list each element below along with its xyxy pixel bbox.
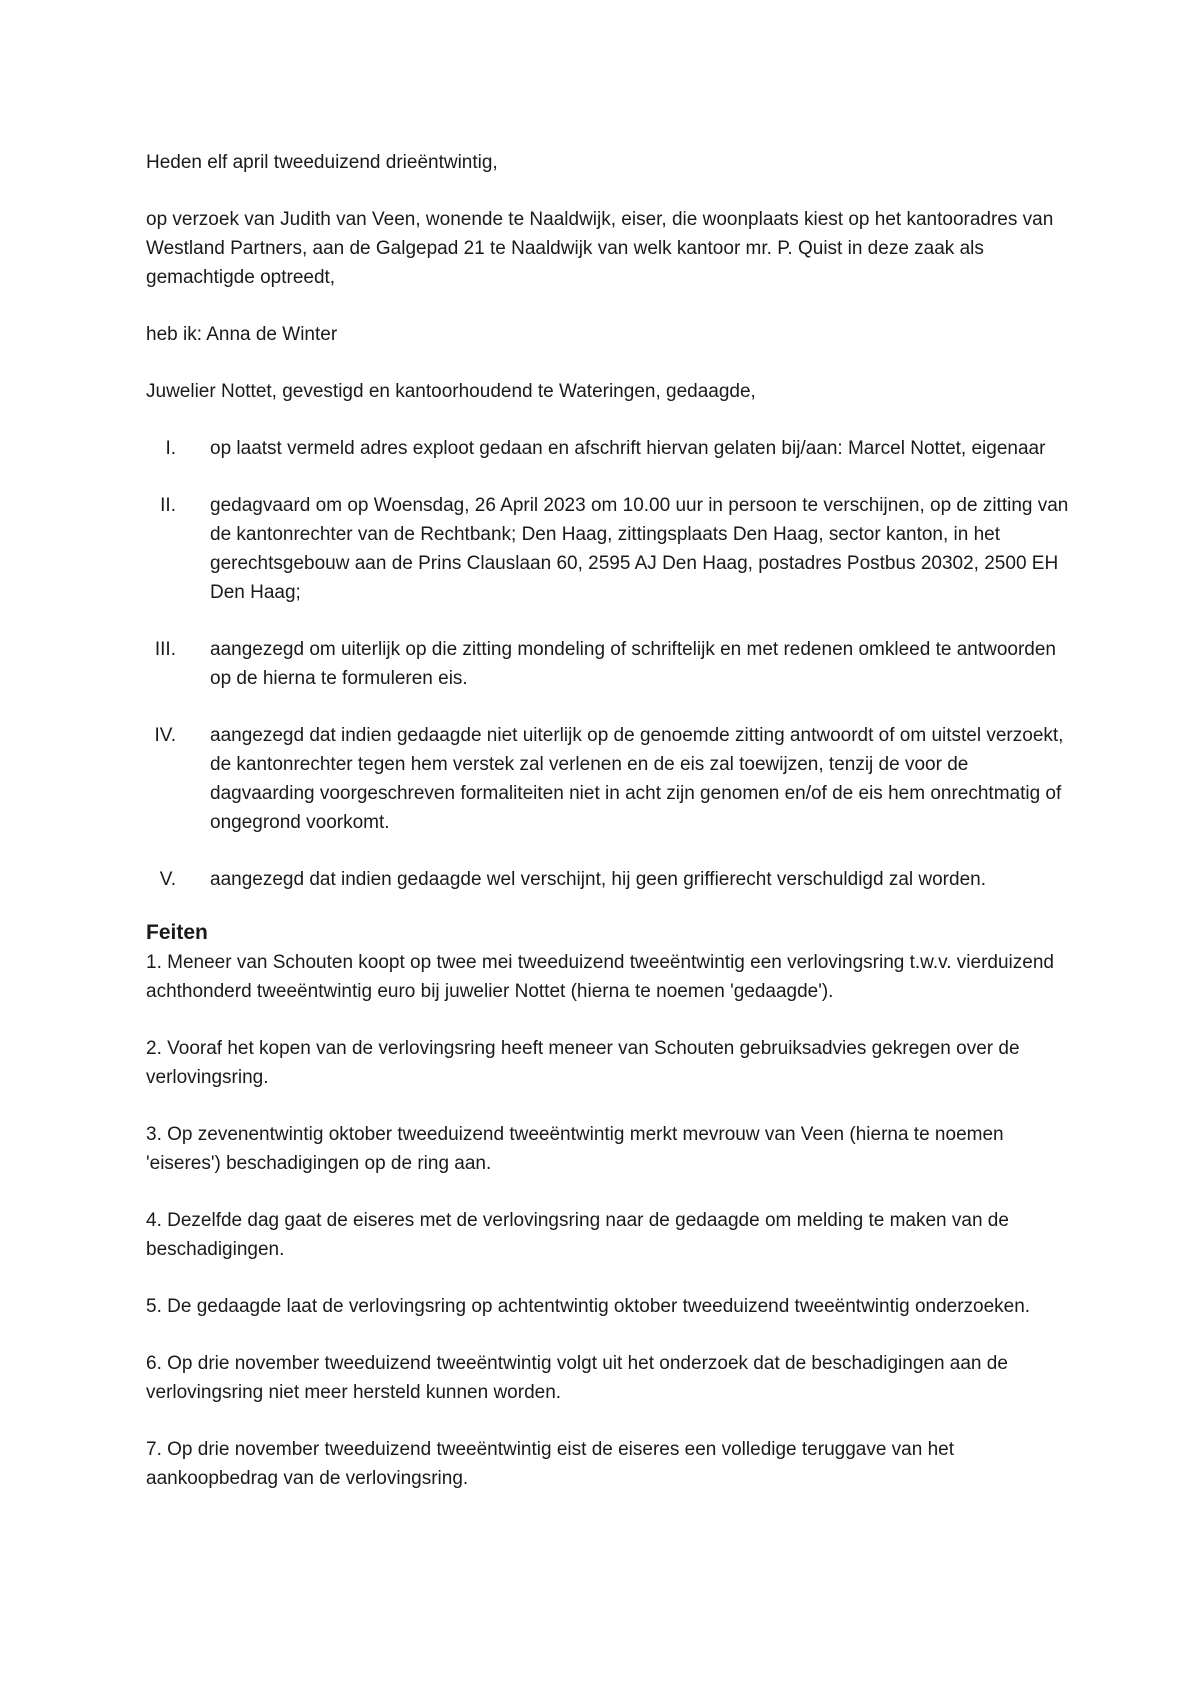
list-item-number: V. [159,869,176,890]
list-item-number: III. [154,639,176,660]
defendant-line: Juwelier Nottet, gevestigd en kantoorhoudend te Wateringen, gedaagde, [146,381,756,402]
list-item [146,434,1070,463]
fact-paragraph: 6. Op drie november tweeduizend tweeëntwintig volgt uit het onderzoek dat de beschadigingen aan de verlovingsring niet meer hersteld kunnen worden. [146,1353,1008,1403]
fact-paragraph: 7. Op drie november tweeduizend tweeëntwintig eist de eiseres een volledige teruggave van het aankoopbedrag van de verlovingsring. [146,1439,955,1489]
fact-paragraph: 4. Dezelfde dag gaat de eiseres met de verlovingsring naar de gedaagde om melding te maken van de beschadigingen. [146,1210,1009,1260]
fact-paragraph: 1. Meneer van Schouten koopt op twee mei tweeduizend tweeëntwintig een verlovingsring t.w.v. vierduizend achthonderd tweeëntwintig euro bij juwelier Nottet (hierna te noemen 'gedaagde'). [146,952,1054,1002]
list-item [146,721,1070,837]
list-item [146,491,1070,607]
list-item-text: aangezegd om uiterlijk op die zitting mondeling of schriftelijk en met redenen omkleed te antwoorden op de hierna te formuleren eis. [210,639,1056,689]
list-item [146,865,1070,894]
fact-paragraph: 5. De gedaagde laat de verlovingsring op achtentwintig oktober tweeduizend tweeëntwintig onderzoeken. [146,1296,1031,1317]
list-item-text: aangezegd dat indien gedaagde niet uiterlijk op de genoemde zitting antwoordt of om uitstel verzoekt, de kantonrechter tegen hem verstek zal verlenen en de eis zal toewijzen, tenzij de voor de dagvaarding voorgeschreven formaliteiten niet in acht zijn genomen en/of de eis hem onrechtmatig of ongegrond voorkomt. [210,725,1064,833]
list-item-number: IV. [154,725,176,746]
fact-paragraph: 2. Vooraf het kopen van de verlovingsring heeft meneer van Schouten gebruiksadvies gekregen over de verlovingsring. [146,1038,1020,1088]
list-item-number: I. [165,438,176,459]
list-item-text: aangezegd dat indien gedaagde wel verschijnt, hij geen griffierecht verschuldigd zal worden. [210,869,986,890]
list-item-text: gedagvaard om op Woensdag, 26 April 2023 om 10.00 uur in persoon te verschijnen, op de zitting van de kantonrechter van de Rechtbank; Den Haag, zittingsplaats Den Haag, sector kanton, in het gerechtsgebouw aan de Prins Clauslaan 60, 2595 AJ Den Haag, postadres Postbus 20302, 2500 EH Den Haag; [210,495,1069,603]
summons-list [146,434,1070,894]
list-item [146,635,1070,693]
request-paragraph: op verzoek van Judith van Veen, wonende te Naaldwijk, eiser, die woonplaats kiest op het kantooradres van Westland Partners, aan de Galgepad 21 te Naaldwijk van welk kantoor mr. P. Quist in deze zaak als gemachtigde optreedt, [146,209,1054,288]
opening-line: Heden elf april tweeduizend drieëntwintig, [146,152,498,173]
list-item-text: op laatst vermeld adres exploot gedaan en afschrift hiervan gelaten bij/aan: Marcel Nottet, eigenaar [210,438,1046,459]
list-item-number: II. [160,495,176,516]
facts-heading: Feiten [146,921,208,944]
bailiff-line: heb ik: Anna de Winter [146,324,338,345]
fact-paragraph: 3. Op zevenentwintig oktober tweeduizend tweeëntwintig merkt mevrouw van Veen (hierna te noemen 'eiseres') beschadigingen op de ring aan. [146,1124,1004,1174]
